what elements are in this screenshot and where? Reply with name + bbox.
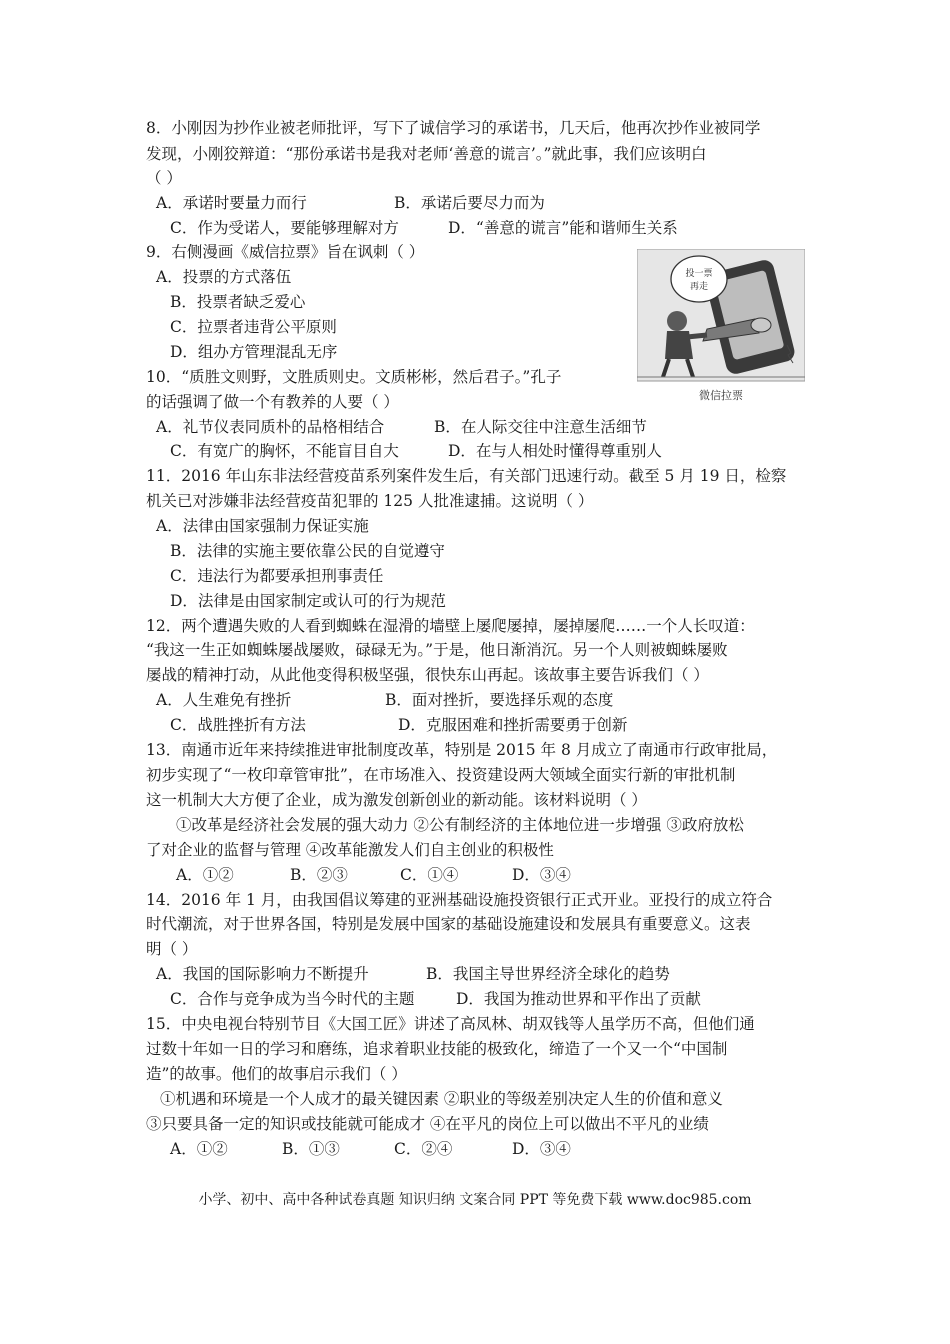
q13-option-b: B．②③ [290,866,348,884]
q15-stem-line2: 过数十年如一日的学习和磨练，追求着职业技能的极致化，缔造了一个又一个“中国制 [146,1040,728,1058]
q9-option-c: C．拉票者违背公平原则 [170,318,337,336]
q13-option-a: A．①② [176,866,234,884]
q15-option-b: B．①③ [282,1140,340,1158]
q15-stem-line1: 15．中央电视台特别节目《大国工匠》讲述了高凤林、胡双钱等人虽学历不高，但他们通 [146,1015,755,1033]
q14-stem-line2: 时代潮流，对于世界各国，特别是发展中国家的基础设施建设和发展具有重要意义。这表 [146,915,751,933]
q12-option-c: C．战胜挫折有方法 [170,716,306,734]
q11-option-a: A．法律由国家强制力保证实施 [156,517,369,535]
q10-stem-line2: 的话强调了做一个有教养的人要（ ） [146,393,399,411]
q8-option-d: D．“善意的谎言”能和谐师生关系 [448,219,678,237]
q10-option-b: B．在人际交往中注意生活细节 [434,418,647,436]
q13-stem-line3: 这一机制大大方便了企业，成为激发创新创业的新动能。该材料说明（ ） [146,791,647,809]
q13-stem-line1: 13．南通市近年来持续推进审批制度改革，特别是 2015 年 8 月成立了南通市行政审批局， [146,741,778,759]
q15-statements-line1: ①机遇和环境是一个人成才的最关键因素 ②职业的等级差别决定人生的价值和意义 [160,1090,723,1108]
q9-stem: 9．右侧漫画《威信拉票》旨在讽刺（ ） [146,243,425,261]
q11-stem-line1: 11．2016 年山东非法经营疫苗系列案件发生后，有关部门迅速行动。截至 5 月 19 日，检察 [146,467,787,485]
q10-stem-line1: 10．“质胜文则野，文胜质则史。文质彬彬，然后君子。”孔子 [146,368,562,386]
q8-option-a: A．承诺时要量力而行 [156,194,307,212]
q8-stem-line1: 8．小刚因为抄作业被老师批评，写下了诚信学习的承诺书，几天后，他再次抄作业被同学 [146,119,761,137]
q12-option-d: D．克服困难和挫折需要勇于创新 [398,716,628,734]
q13-statements-line1: ①改革是经济社会发展的强大动力 ②公有制经济的主体地位进一步增强 ③政府放松 [176,816,744,834]
q11-stem-line2: 机关已对涉嫌非法经营疫苗犯罪的 125 人批准逮捕。这说明（ ） [146,492,594,510]
q15-option-d: D．③④ [512,1140,571,1158]
q14-stem-line3: 明（ ） [146,940,198,958]
cartoon-illustration [637,249,805,409]
q13-statements-line2: 了对企业的监督与管理 ④改革能激发人们自主创业的积极性 [146,841,554,859]
q11-option-c: C．违法行为都要承担刑事责任 [170,567,384,585]
q12-stem-line2: “我这一生正如蜘蛛屡战屡败，碌碌无为。”于是，他日渐消沉。另一个人则被蜘蛛屡败 [146,641,728,659]
q14-option-c: C．合作与竞争成为当今时代的主题 [170,990,415,1008]
q14-option-b: B．我国主导世界经济全球化的趋势 [426,965,670,983]
q11-option-d: D．法律是由国家制定或认可的行为规范 [170,592,446,610]
q12-stem-line3: 屡战的精神打动，从此他变得积极坚强，很快东山再起。该故事主要告诉我们（ ） [146,666,709,684]
q13-option-d: D．③④ [512,866,571,884]
q10-option-a: A．礼节仪表同质朴的品格相结合 [156,418,385,436]
q8-stem-line2: 发现，小刚狡辩道：“那份承诺书是我对老师‘善意的谎言’。”就此事，我们应该明白 [146,145,707,163]
cartoon-caption: 微信拉票 [699,389,743,402]
q12-stem-line1: 12．两个遭遇失败的人看到蜘蛛在湿滑的墙壁上屡爬屡掉，屡掉屡爬……一个人长叹道： [146,617,755,635]
q10-option-c: C．有宽广的胸怀，不能盲目自大 [170,442,399,460]
q14-stem-line1: 14．2016 年 1 月，由我国倡议筹建的亚洲基础设施投资银行正式开业。亚投行的成立符合 [146,891,773,909]
q9-option-d: D．组办方管理混乱无序 [170,343,338,361]
q14-option-a: A．我国的国际影响力不断提升 [156,965,369,983]
q8-option-b: B．承诺后要尽力而为 [394,194,545,212]
q11-option-b: B．法律的实施主要依靠公民的自觉遵守 [170,542,445,560]
page-footer: 小学、初中、高中各种试卷真题 知识归纳 文案合同 PPT 等免费下载 www.doc985.com [198,1192,752,1208]
bubble-text-line2: 再走 [689,282,709,292]
q12-option-a: A．人生难免有挫折 [156,691,292,709]
q15-option-a: A．①② [170,1140,228,1158]
q14-option-d: D．我国为推动世界和平作出了贡献 [456,990,701,1008]
q15-stem-line3: 造”的故事。他们的故事启示我们（ ） [146,1065,407,1083]
q12-option-b: B．面对挫折，要选择乐观的态度 [385,691,614,709]
q9-option-a: A．投票的方式落伍 [156,268,292,286]
q13-option-c: C．①④ [400,866,459,884]
q15-option-c: C．②④ [394,1140,453,1158]
q10-option-d: D．在与人相处时懂得尊重别人 [448,442,662,460]
q8-option-c: C．作为受诺人，要能够理解对方 [170,219,399,237]
q15-statements-line2: ③只要具备一定的知识或技能就可能成才 ④在平凡的岗位上可以做出不平凡的业绩 [146,1115,709,1133]
bubble-text-line1: 投一票 [685,269,713,279]
q8-stem-line3: （ ） [146,169,182,187]
q13-stem-line2: 初步实现了“一枚印章管审批”，在市场准入、投资建设两大领域全面实行新的审批机制 [146,766,736,784]
q9-option-b: B．投票者缺乏爱心 [170,293,306,311]
